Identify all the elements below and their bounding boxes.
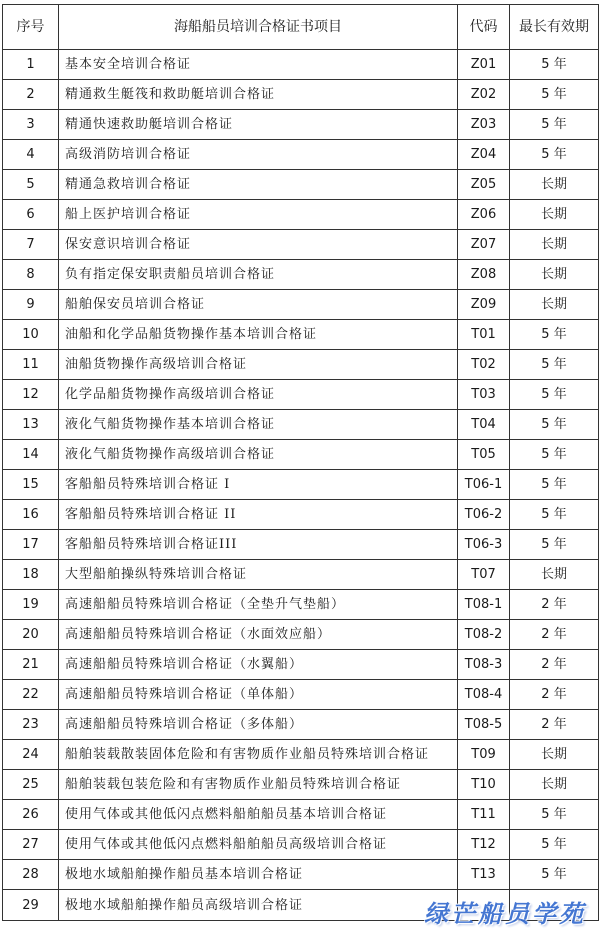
table-row	[3, 740, 599, 770]
certificate-name-cell: 船上医护培训合格证	[59, 200, 458, 230]
certificate-table-container	[2, 4, 598, 921]
table-row	[3, 140, 599, 170]
header-code: 代码	[458, 5, 510, 50]
validity-cell: 5 年	[510, 350, 599, 380]
table-row	[3, 530, 599, 560]
table-row	[3, 50, 599, 80]
certificate-name-cell: 液化气船货物操作高级培训合格证	[59, 440, 458, 470]
certificate-name-cell: 船舶装载包装危险和有害物质作业船员特殊培训合格证	[59, 770, 458, 800]
header-certificate-item: 海船船员培训合格证书项目	[59, 5, 458, 50]
serial-number-cell: 13	[3, 410, 59, 440]
validity-cell: 2 年	[510, 680, 599, 710]
code-cell: T09	[458, 740, 510, 770]
serial-number-cell: 5	[3, 170, 59, 200]
code-cell: Z01	[458, 50, 510, 80]
serial-number-cell: 25	[3, 770, 59, 800]
validity-cell: 5 年	[510, 110, 599, 140]
table-row	[3, 320, 599, 350]
certificate-table	[2, 4, 599, 921]
header-max-validity: 最长有效期	[510, 5, 599, 50]
validity-cell: 长期	[510, 290, 599, 320]
certificate-name-cell: 化学品船货物操作高级培训合格证	[59, 380, 458, 410]
certificate-name-cell: 精通快速救助艇培训合格证	[59, 110, 458, 140]
table-row	[3, 170, 599, 200]
code-cell: T06-1	[458, 470, 510, 500]
table-row	[3, 800, 599, 830]
certificate-name-cell: 油船和化学品船货物操作基本培训合格证	[59, 320, 458, 350]
code-cell: T12	[458, 830, 510, 860]
table-row	[3, 560, 599, 590]
code-cell: T08-1	[458, 590, 510, 620]
serial-number-cell: 2	[3, 80, 59, 110]
serial-number-cell: 8	[3, 260, 59, 290]
serial-number-cell: 18	[3, 560, 59, 590]
validity-cell: 长期	[510, 230, 599, 260]
validity-cell: 5 年	[510, 80, 599, 110]
serial-number-cell: 16	[3, 500, 59, 530]
table-row	[3, 440, 599, 470]
table-header	[3, 5, 599, 50]
validity-cell: 长期	[510, 260, 599, 290]
table-row	[3, 650, 599, 680]
serial-number-cell: 11	[3, 350, 59, 380]
certificate-name-cell: 使用气体或其他低闪点燃料船舶船员高级培训合格证	[59, 830, 458, 860]
header-serial-number: 序号	[3, 5, 59, 50]
serial-number-cell: 28	[3, 860, 59, 890]
code-cell: T08-2	[458, 620, 510, 650]
certificate-name-cell: 极地水域船舶操作船员高级培训合格证	[59, 890, 458, 921]
certificate-name-cell: 使用气体或其他低闪点燃料船舶船员基本培训合格证	[59, 800, 458, 830]
serial-number-cell: 7	[3, 230, 59, 260]
table-row	[3, 230, 599, 260]
validity-cell: 5 年	[510, 440, 599, 470]
table-row	[3, 290, 599, 320]
serial-number-cell: 23	[3, 710, 59, 740]
serial-number-cell: 9	[3, 290, 59, 320]
serial-number-cell: 10	[3, 320, 59, 350]
validity-cell: 5 年	[510, 470, 599, 500]
validity-cell: 长期	[510, 560, 599, 590]
validity-cell: 5 年	[510, 50, 599, 80]
table-row	[3, 860, 599, 890]
code-cell: T10	[458, 770, 510, 800]
certificate-name-cell: 客船船员特殊培训合格证 I	[59, 470, 458, 500]
serial-number-cell: 21	[3, 650, 59, 680]
code-cell: T08-4	[458, 680, 510, 710]
table-row	[3, 350, 599, 380]
code-cell: Z05	[458, 170, 510, 200]
serial-number-cell: 12	[3, 380, 59, 410]
validity-cell: 2 年	[510, 590, 599, 620]
certificate-name-cell: 基本安全培训合格证	[59, 50, 458, 80]
certificate-name-cell: 大型船舶操纵特殊培训合格证	[59, 560, 458, 590]
certificate-name-cell: 精通急救培训合格证	[59, 170, 458, 200]
table-row	[3, 470, 599, 500]
certificate-name-cell: 高速船船员特殊培训合格证（水翼船）	[59, 650, 458, 680]
code-cell: T07	[458, 560, 510, 590]
table-body	[3, 50, 599, 921]
certificate-name-cell: 船舶保安员培训合格证	[59, 290, 458, 320]
code-cell: T11	[458, 800, 510, 830]
certificate-name-cell: 液化气船货物操作基本培训合格证	[59, 410, 458, 440]
serial-number-cell: 3	[3, 110, 59, 140]
certificate-name-cell: 精通救生艇筏和救助艇培训合格证	[59, 80, 458, 110]
serial-number-cell: 14	[3, 440, 59, 470]
serial-number-cell: 4	[3, 140, 59, 170]
table-row	[3, 410, 599, 440]
code-cell: T05	[458, 440, 510, 470]
validity-cell: 5 年	[510, 530, 599, 560]
code-cell: Z04	[458, 140, 510, 170]
code-cell: Z03	[458, 110, 510, 140]
code-cell: Z07	[458, 230, 510, 260]
code-cell: T06-2	[458, 500, 510, 530]
table-row	[3, 380, 599, 410]
code-cell: T01	[458, 320, 510, 350]
code-cell: Z02	[458, 80, 510, 110]
code-cell: T02	[458, 350, 510, 380]
table-row	[3, 680, 599, 710]
validity-cell: 长期	[510, 770, 599, 800]
serial-number-cell: 24	[3, 740, 59, 770]
code-cell: Z09	[458, 290, 510, 320]
serial-number-cell: 20	[3, 620, 59, 650]
certificate-name-cell: 客船船员特殊培训合格证III	[59, 530, 458, 560]
certificate-name-cell: 高速船船员特殊培训合格证（全垫升气垫船）	[59, 590, 458, 620]
certificate-name-cell: 保安意识培训合格证	[59, 230, 458, 260]
certificate-name-cell: 客船船员特殊培训合格证 II	[59, 500, 458, 530]
validity-cell: 长期	[510, 200, 599, 230]
table-row	[3, 710, 599, 740]
table-row	[3, 620, 599, 650]
validity-cell: 5 年	[510, 410, 599, 440]
code-cell: T13	[458, 860, 510, 890]
table-row	[3, 80, 599, 110]
validity-cell: 5 年	[510, 500, 599, 530]
validity-cell: 长期	[510, 740, 599, 770]
code-cell: Z06	[458, 200, 510, 230]
certificate-name-cell: 高速船船员特殊培训合格证（多体船）	[59, 710, 458, 740]
code-cell: T08-3	[458, 650, 510, 680]
table-row	[3, 200, 599, 230]
validity-cell: 5 年	[510, 140, 599, 170]
serial-number-cell: 19	[3, 590, 59, 620]
certificate-name-cell: 极地水域船舶操作船员基本培训合格证	[59, 860, 458, 890]
validity-cell: 2 年	[510, 650, 599, 680]
code-cell: T03	[458, 380, 510, 410]
certificate-name-cell: 负有指定保安职责船员培训合格证	[59, 260, 458, 290]
validity-cell: 2 年	[510, 620, 599, 650]
validity-cell: 5 年	[510, 380, 599, 410]
code-cell: Z08	[458, 260, 510, 290]
watermark-logo: 绿芒船员学苑	[424, 899, 586, 928]
validity-cell: 5 年	[510, 320, 599, 350]
code-cell: T04	[458, 410, 510, 440]
validity-cell: 5 年	[510, 800, 599, 830]
serial-number-cell: 27	[3, 830, 59, 860]
validity-cell: 长期	[510, 170, 599, 200]
validity-cell: 5 年	[510, 830, 599, 860]
table-row	[3, 770, 599, 800]
serial-number-cell: 1	[3, 50, 59, 80]
certificate-name-cell: 油船货物操作高级培训合格证	[59, 350, 458, 380]
serial-number-cell: 17	[3, 530, 59, 560]
code-cell: T08-5	[458, 710, 510, 740]
table-row	[3, 590, 599, 620]
validity-cell: 5 年	[510, 860, 599, 890]
table-row	[3, 260, 599, 290]
serial-number-cell: 29	[3, 890, 59, 921]
validity-cell: 2 年	[510, 710, 599, 740]
header-row	[3, 5, 599, 50]
code-cell: T06-3	[458, 530, 510, 560]
certificate-name-cell: 高速船船员特殊培训合格证（水面效应船）	[59, 620, 458, 650]
table-row	[3, 830, 599, 860]
serial-number-cell: 15	[3, 470, 59, 500]
serial-number-cell: 22	[3, 680, 59, 710]
certificate-name-cell: 高速船船员特殊培训合格证（单体船）	[59, 680, 458, 710]
serial-number-cell: 26	[3, 800, 59, 830]
table-row	[3, 110, 599, 140]
table-row	[3, 500, 599, 530]
certificate-name-cell: 船舶装载散装固体危险和有害物质作业船员特殊培训合格证	[59, 740, 458, 770]
serial-number-cell: 6	[3, 200, 59, 230]
certificate-name-cell: 高级消防培训合格证	[59, 140, 458, 170]
